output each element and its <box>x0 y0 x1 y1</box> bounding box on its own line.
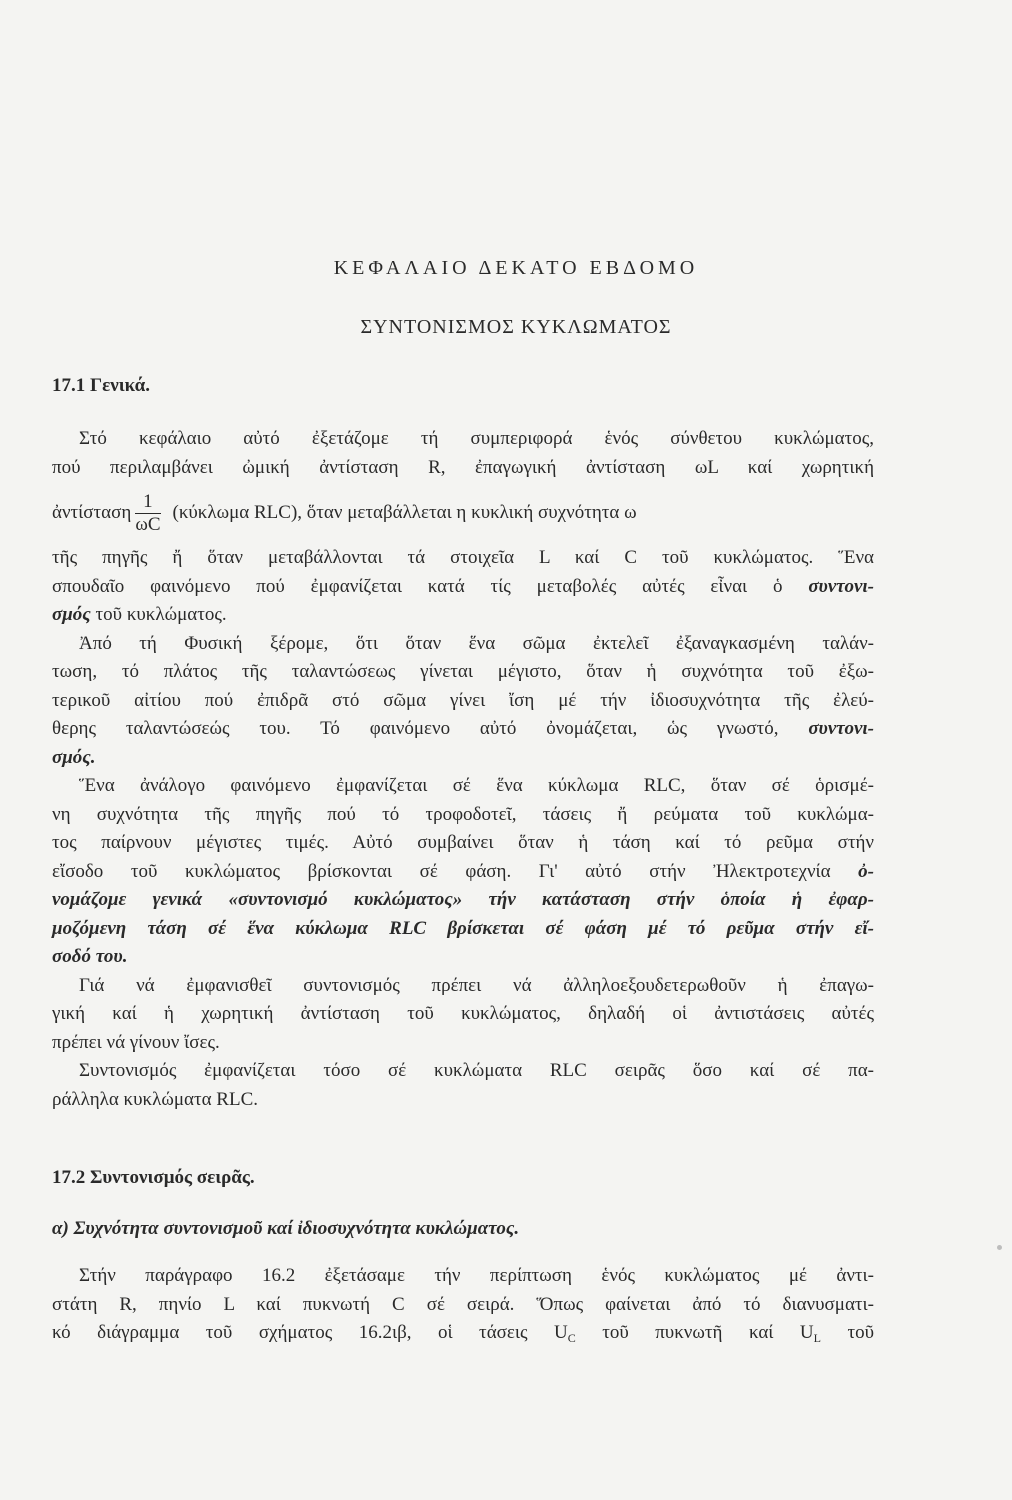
text-line: τερικοῦ αἰτίου πού ἐπιδρᾶ στό σῶμα γίνει ἴση μέ τήν ἰδιοσυχνότητα τῆς ἐλεύ- <box>52 689 874 711</box>
section-heading-17-2: 17.2 Συντονισμός σειρᾶς. <box>52 1167 255 1188</box>
text-line: πού περιλαμβάνει ὠμική ἀντίσταση R, ἐπαγωγική ἀντίσταση ωL καί χωρητική <box>52 456 874 478</box>
text-line: Στήν παράγραφο 16.2 ἐξετάσαμε τήν περίπτωση ἑνός κυκλώματος μέ ἀντι- <box>79 1265 874 1286</box>
paragraph <box>52 772 874 972</box>
paragraph <box>52 1262 874 1353</box>
text-line: ράλληλα κυκλώματα RLC. <box>52 1088 259 1110</box>
emphasis-line: νομάζομε γενικά «συντονισμό κυκλώματος» τήν κατάσταση στήν ὁποία ἡ ἐφαρ- <box>52 889 874 910</box>
emphasis: συντονι- <box>808 718 874 739</box>
text-fragment: τοῦ κυκλώματος. <box>90 604 227 625</box>
emphasis-line: μοζόμενη τάση σέ ἕνα κύκλωμα RLC βρίσκεται σέ φάση μέ τό ρεῦμα στήν εἴ- <box>52 917 874 939</box>
text-line <box>52 1319 874 1353</box>
text-line <box>52 858 874 887</box>
text-fragment: τοῦ πυκνωτῆ καί U <box>575 1322 814 1343</box>
paragraph <box>52 425 874 630</box>
paragraph <box>52 630 874 773</box>
text-fragment: τοῦ <box>820 1322 874 1343</box>
text-line: τῆς πηγῆς ἤ ὅταν μεταβάλλονται τά στοιχεῖα L καί C τοῦ κυκλώματος. Ἕνα <box>52 547 874 568</box>
text-line: νη συχνότητα τῆς πηγῆς πού τό τροφοδοτεῖ, τάσεις ἤ ρεύματα τοῦ κυκλώμα- <box>52 803 874 825</box>
text-line: τος παίρνουν μέγιστες τιμές. Αὐτό συμβαίνει ὅταν ἡ τάση καί τό ρεῦμα στήν <box>52 832 874 853</box>
text-fragment: κό διάγραμμα τοῦ σχήματος 16.2ιβ, οἱ τάσεις U <box>52 1322 568 1343</box>
page-speck <box>997 1245 1002 1250</box>
text-line: γική καί ἡ χωρητική ἀντίσταση τοῦ κυκλώματος, δηλαδή οἱ ἀντιστάσεις αὐτές <box>52 1003 874 1024</box>
text-line <box>52 601 874 630</box>
text-line <box>52 715 874 744</box>
subscript: L <box>813 1331 821 1345</box>
text-line: Στό κεφάλαιο αὐτό ἐξετάζομε τή συμπεριφορά ἑνός σύνθετου κυκλώματος, <box>79 428 874 449</box>
text-line <box>52 573 874 602</box>
fraction <box>135 491 160 536</box>
paragraph <box>52 972 874 1058</box>
text-line: πρέπει νά γίνουν ἴσες. <box>52 1031 220 1053</box>
text-line: Γιά νά ἐμφανισθεῖ συντονισμός πρέπει νά ἀλληλοεξουδετερωθοῦν ἡ ἐπαγω- <box>79 974 874 996</box>
fraction-numerator: 1 <box>135 491 160 514</box>
text-line <box>52 744 874 773</box>
text-fragment: ἀντίσταση <box>52 502 132 523</box>
text-fragment: εἴσοδο τοῦ κυκλώματος βρίσκονται σέ φάση. Γι' αὐτό στήν Ἠλεκτροτεχνία <box>52 860 859 882</box>
text-line: στάτη R, πηνίο L καί πυκνωτή C σέ σειρά. Ὅπως φαίνεται ἀπό τό διανυσματι- <box>52 1293 874 1315</box>
text-line: τωση, τό πλάτος τῆς ταλαντώσεως γίνεται μέγιστο, ὅταν ἡ συχνότητα τοῦ ἐξω- <box>52 661 874 682</box>
emphasis: σμός. <box>52 746 96 768</box>
subscript: C <box>567 1331 576 1345</box>
subsection-heading: α) Συχνότητα συντονισμοῦ καί ἰδιοσυχνότητα κυκλώματος. <box>52 1218 520 1239</box>
emphasis: σμός <box>52 604 91 625</box>
emphasis: ὀ- <box>858 860 874 882</box>
text-line-with-fraction <box>52 482 874 544</box>
chapter-title: ΚΕΦΑΛΑΙΟ ΔΕΚΑΤΟ ΕΒΔΟΜΟ <box>333 257 699 279</box>
emphasis: συντονι- <box>808 575 874 597</box>
section-17-1-body <box>52 425 874 1114</box>
text-line: Ἀπό τή Φυσική ξέρομε, ὅτι ὅταν ἕνα σῶμα ἐκτελεῖ ἐξαναγκασμένη ταλάν- <box>79 632 874 654</box>
emphasis-line: σοδό του. <box>52 946 128 967</box>
paragraph <box>52 1057 874 1114</box>
chapter-subtitle: ΣΥΝΤΟΝΙΣΜΟΣ ΚΥΚΛΩΜΑΤΟΣ <box>360 316 672 338</box>
section-17-2-body <box>52 1262 874 1353</box>
text-fragment: θερης ταλαντώσεώς του. Τό φαινόμενο αὐτό ὀνομάζεται, ὡς γνωστό, <box>52 718 809 739</box>
text-fragment: (κύκλωμα RLC), ὅταν μεταβάλλεται η κυκλική συχνότητα ω <box>172 502 637 523</box>
text-line: Συντονισμός ἐμφανίζεται τόσο σέ κυκλώματα RLC σειρᾶς ὅσο καί σέ πα- <box>79 1060 874 1081</box>
fraction-denominator: ωC <box>135 514 161 536</box>
section-heading-17-1: 17.1 Γενικά. <box>52 375 150 396</box>
text-fragment: σπουδαῖο φαινόμενο πού ἐμφανίζεται κατά τίς μεταβολές αὐτές εἶναι ὁ <box>52 575 809 597</box>
text-line: Ἕνα ἀνάλογο φαινόμενο ἐμφανίζεται σέ ἕνα κύκλωμα RLC, ὅταν σέ ὁρισμέ- <box>79 775 874 796</box>
